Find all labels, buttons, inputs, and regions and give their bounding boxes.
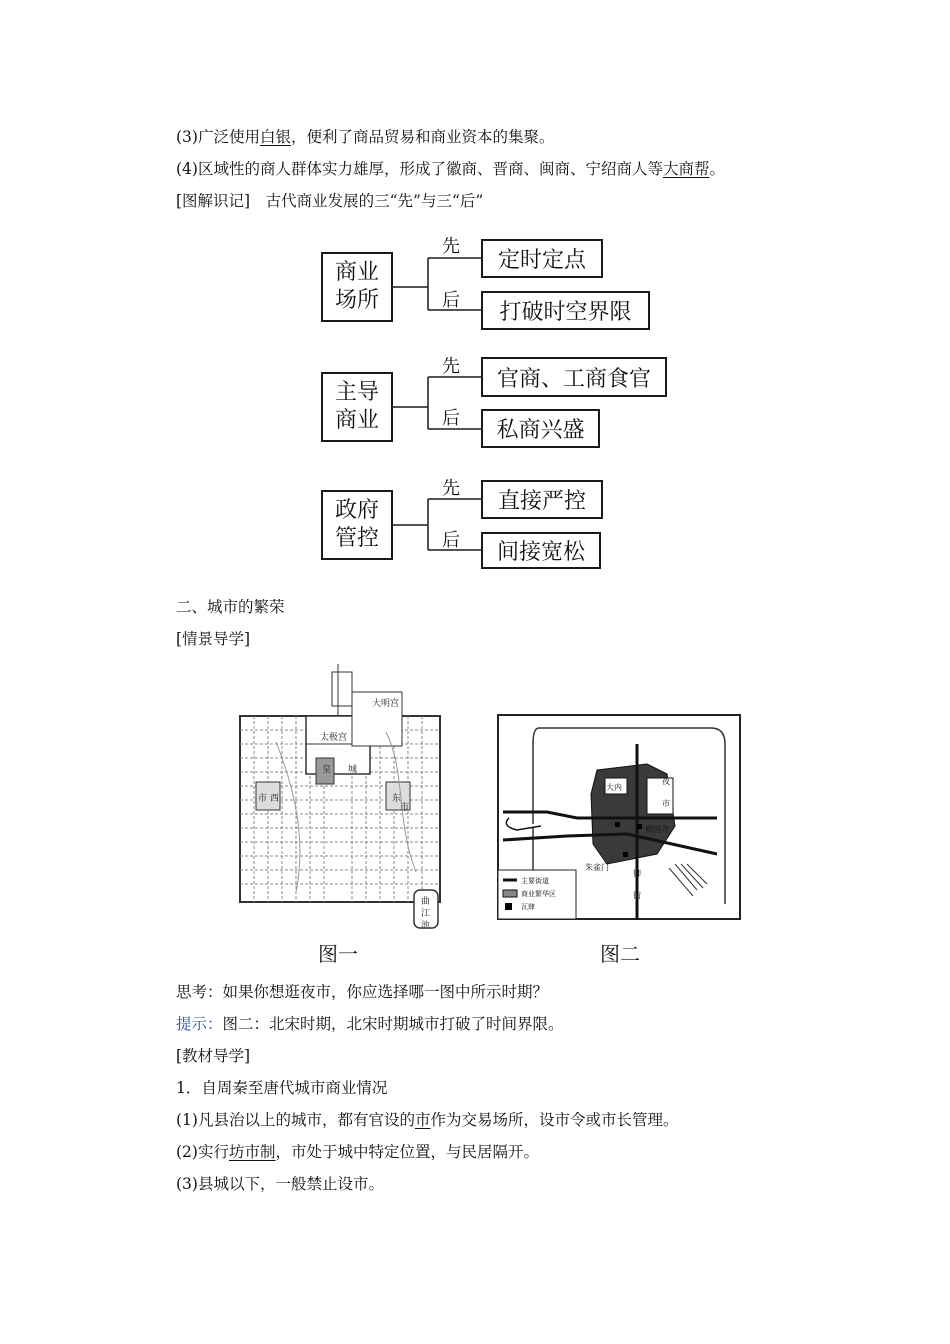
first-box: 定时定点: [481, 239, 603, 278]
label-qujiang-3: 池: [421, 921, 431, 931]
category-text: 管控: [334, 526, 379, 551]
first-label: 先: [442, 478, 460, 499]
first-box: 直接严控: [481, 480, 603, 519]
map-legend: [498, 870, 576, 919]
legend-commercial-area: 商业繁华区: [521, 890, 556, 898]
textbook-item-3: (3)县城以下，一般禁止设市。: [176, 1175, 384, 1193]
category-box-dominant-commerce: [321, 372, 393, 442]
category-text: 主导: [334, 380, 379, 405]
then-box: 私商兴盛: [481, 409, 600, 448]
section-title: 二、城市的繁荣: [176, 598, 285, 616]
textbook-heading: [教材导学]: [176, 1047, 251, 1065]
connector-group-2: [392, 377, 481, 429]
then-label: 后: [442, 530, 460, 551]
diagram-heading: [图解识记] 古代商业发展的三“先”与三“后”: [176, 192, 484, 210]
text-segment: (2)实行: [176, 1143, 229, 1161]
hint-line: [176, 1014, 564, 1034]
label-ye: 夜: [662, 777, 670, 786]
text-segment: 。: [709, 160, 725, 178]
textbook-point-1: 1．自周秦至唐代城市商业情况: [176, 1079, 388, 1097]
textbook-item-1: [176, 1110, 679, 1130]
text-segment: (4)区域性的商人群体实力雄厚，形成了徽商、晋商、闽商、宁绍商人等: [176, 160, 663, 178]
legend-main-street: 主要街道: [521, 877, 549, 885]
text-segment: 作为交易场所，设市令或市长管理。: [430, 1111, 679, 1129]
connector-group-3: [392, 499, 481, 550]
underlined-term-fangshi: 坊市制: [228, 1143, 276, 1161]
diagram-connectors: [0, 0, 950, 600]
label-jie: 街: [633, 891, 641, 900]
connector-group-1: [392, 258, 481, 310]
label-yu: 御: [633, 869, 641, 878]
hint-label: 提示：: [176, 1015, 223, 1033]
first-box: 官商、工商食官: [481, 357, 667, 397]
category-box-government-control: [321, 490, 393, 560]
then-label: 后: [442, 408, 460, 429]
category-text: 场所: [334, 288, 379, 313]
text-segment: (3)广泛使用: [176, 128, 260, 146]
figure-2-kaifeng-map: [497, 714, 741, 920]
underlined-term-market: 市: [414, 1111, 431, 1129]
label-east-market-1: 东: [392, 794, 402, 804]
underlined-term-merchant-guild: 大商帮: [662, 160, 710, 178]
label-west-market-2: 西: [270, 794, 280, 804]
underlined-term-silver: 白银: [259, 128, 291, 146]
category-text: 商业: [334, 408, 379, 433]
kaifeng-map-drawing: [497, 714, 741, 920]
label-danei: 大内: [606, 783, 622, 792]
commerce-diagram: [0, 0, 950, 600]
textbook-item-2: [176, 1142, 539, 1162]
figure-1-caption: 图一: [318, 942, 358, 966]
category-text: 商业: [334, 260, 379, 285]
first-label: 先: [442, 356, 460, 377]
think-question: 思考：如果你想逛夜市，你应选择哪一图中所示时期？: [176, 983, 549, 1001]
label-taiji-palace: 太极宫: [320, 733, 348, 743]
label-daming-palace: 大明宫: [372, 699, 400, 709]
text-segment: (1)凡县治以上的城市，都有官设的: [176, 1111, 415, 1129]
changan-map-drawing: [236, 662, 444, 934]
first-label: 先: [442, 236, 460, 257]
then-box: 打破时空界限: [481, 291, 650, 330]
figure-1-changan-map: [236, 662, 444, 934]
label-zhuquemen: 朱雀门: [585, 863, 609, 872]
category-text: 政府: [334, 498, 379, 523]
category-box-venue: [321, 252, 393, 322]
label-cheng: 城: [348, 765, 358, 775]
then-label: 后: [442, 290, 460, 311]
then-box: 间接宽松: [481, 532, 601, 569]
hint-text: 图二：北宋时期，北宋时期城市打破了时间界限。: [222, 1015, 564, 1033]
label-east-market-2: 市: [400, 803, 410, 813]
label-shi: 市: [662, 799, 670, 808]
legend-washi: 瓦肆: [521, 903, 535, 911]
label-qujiang-1: 曲: [421, 897, 431, 907]
label-west-market-1: 市: [258, 794, 268, 804]
label-xiangguosi: 相国寺: [645, 825, 669, 834]
label-huang: 皇: [322, 765, 332, 775]
label-qujiang-2: 江: [421, 909, 431, 919]
text-segment: ，便利了商品贸易和商业资本的集聚。: [290, 128, 555, 146]
figure-2-caption: 图二: [600, 942, 640, 966]
text-segment: ，市处于城中特定位置，与民居隔开。: [275, 1143, 539, 1161]
scene-heading: [情景导学]: [176, 630, 251, 648]
